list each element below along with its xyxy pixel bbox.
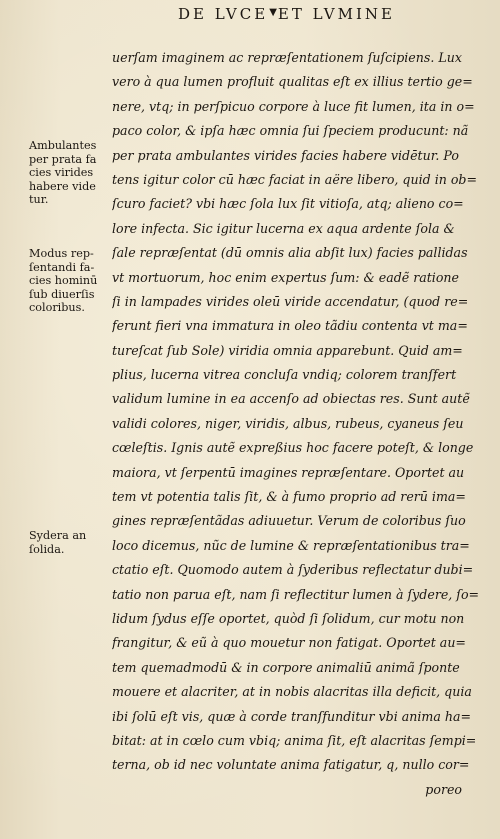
side-note-line: cies hominū: [29, 274, 98, 287]
text-line: tureſcat ſub Sole) viridia omnia apparebunt. Quid am=: [112, 342, 463, 358]
side-note-line: Ambulantes: [29, 139, 97, 152]
text-line: ſale repræſentat (dū omnis alia abſit lux) facies pallidas: [112, 245, 468, 261]
text-line: uerſam imaginem ac repræſentationem ſuſcipiens. Lux: [112, 50, 462, 65]
side-note-line: ſub diuerſis: [29, 287, 95, 301]
side-note-modus: [29, 247, 113, 315]
text-line: ſi in lampades virides oleū viride accendatur, (quod re=: [112, 293, 469, 309]
side-note-line: ſolida.: [29, 542, 65, 556]
text-line: tem vt potentia talis ſit, & à fumo proprio ad rerū ima=: [112, 489, 466, 505]
side-note-line: cies virides: [29, 166, 94, 179]
side-note-line: Sydera an: [29, 529, 87, 542]
running-head: [178, 5, 395, 23]
body-text: [112, 46, 482, 802]
text-line: lidum ſydus eſſe oportet, quòd ſi ſolidum, cur motu non: [112, 610, 465, 626]
text-line: gines repræſentãdas adiuuetur. Verum de coloribus ſuo: [112, 513, 466, 529]
text-line: mouere et alacriter, at in nobis alacritas illa deficit, quia: [112, 684, 472, 700]
text-line: loco dicemus, nũc de lumine & repræſentationibus tra=: [112, 537, 470, 553]
running-head-right: ET LVMINE: [277, 5, 395, 23]
text-line: terna, ob id nec voluntate anima fatigatur, q, nullo cor=: [112, 757, 470, 773]
text-line: ſcuro faciet? vbi hæc ſola lux ſit vitioſa, atq; alieno co=: [112, 196, 464, 212]
catchword: poreo: [425, 781, 462, 797]
text-line: ctatio eſt. Quomodo autem à ſyderibus reflectatur dubi=: [112, 562, 474, 578]
text-line: per prata ambulantes virides facies habere vidētur. Po: [112, 147, 459, 163]
side-note-line: habere vide: [29, 179, 96, 193]
side-note-line: Modus rep-: [29, 247, 94, 260]
text-line: frangitur, & eũ à quo mouetur non fatigat. Oportet au=: [112, 635, 466, 651]
text-line: ibi ſolū eſt vis, quæ à corde tranſfunditur vbi anima ha=: [112, 708, 472, 724]
side-note-line: per prata fa: [29, 152, 97, 166]
text-line: cœleſtis. Ignis autẽ expreßius hoc facere poteſt, & longe: [112, 440, 474, 456]
text-line: tem quemadmodū & in corpore animaliū animã ſponte: [112, 659, 460, 675]
text-line: plius, lucerna vitrea concluſa vndiq; colorem tranſfert: [112, 367, 457, 383]
side-note-sydera: [29, 529, 113, 556]
text-line: nere, vtq; in perſpicuo corpore à luce fit lumen, ita in o=: [112, 98, 475, 114]
side-note-line: ſentandi fa-: [29, 260, 95, 274]
text-line: ferunt fieri vna immatura in oleo tãdiu contenta vt ma=: [112, 318, 468, 334]
text-line: maiora, vt ſerpentū imagines repræſentare. Oportet au: [112, 464, 465, 480]
text-line: validum lumine in ea accenſo ad obiectas res. Sunt autẽ: [112, 391, 470, 407]
text-line: vero à qua lumen profluit qualitas eſt ex illius tertio ge=: [112, 74, 473, 90]
side-note-line: coloribus.: [29, 301, 85, 314]
text-line: tens igitur color cū hæc faciat in aëre libero, quid in ob=: [112, 171, 478, 187]
side-note-ambulantes: [29, 139, 113, 207]
text-line: vt mortuorum, hoc enim expertus ſum: & eadẽ ratione: [112, 269, 459, 285]
ornament-mark: ▼: [269, 7, 277, 18]
side-note-line: tur.: [29, 193, 49, 206]
text-line: paco color, & ipſa hæc omnia ſui ſpeciem producunt: nã: [112, 123, 469, 139]
text-line: bitat: at in cœlo cum vbiq; anima ſit, eſt alacritas ſempi=: [112, 732, 477, 748]
text-line: tatio non parua eſt, nam ſi reflectitur lumen à ſydere, ſo=: [112, 586, 480, 602]
text-line: validi colores, niger, viridis, albus, rubeus, cyaneus ſeu: [112, 415, 464, 431]
running-head-left: DE LVCE: [178, 5, 269, 23]
text-line: lore infecta. Sic igitur lucerna ex aqua ardente ſola &: [112, 220, 455, 236]
